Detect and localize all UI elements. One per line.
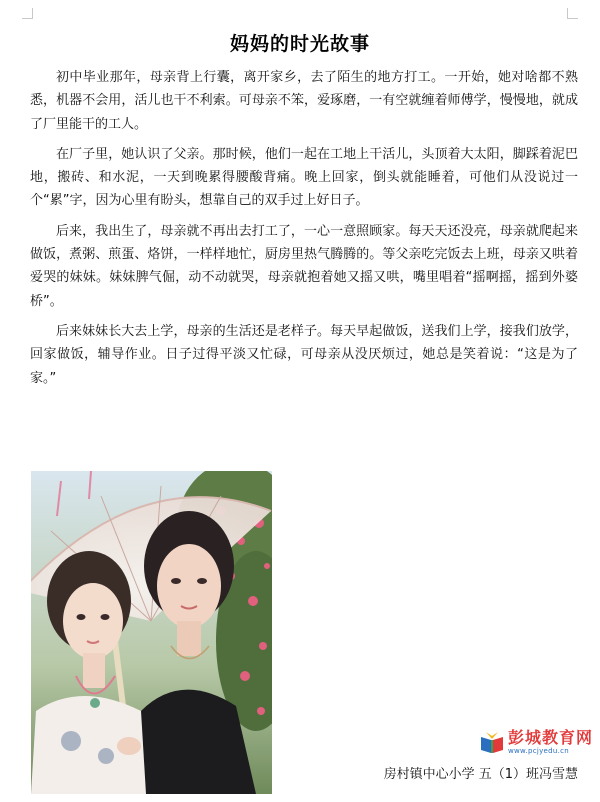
paragraph-1: 初中毕业那年，母亲背上行囊，离开家乡，去了陌生的地方打工。一开始，她对啥都不熟悉，机器不会用，活儿也干不利索。可母亲不笨，爱琢磨，一有空就缠着师傅学，慢慢地，就成了厂里能干的工人。 <box>30 70 578 132</box>
author-signature: 房村镇中心小学 五（1）班冯雪慧 <box>383 767 578 782</box>
paragraph-4: 后来妹妹长大去上学，母亲的生活还是老样子。每天早起做饭，送我们上学，接我们放学，回家做饭，辅导作业。日子过得平淡又忙碌，可母亲从没厌烦过，她总是笑着说：“这是为了家。” <box>30 323 578 386</box>
book-icon <box>479 730 505 754</box>
paragraph-2: 在厂子里，她认识了父亲。那时候，他们一起在工地上干活儿，头顶着大太阳，脚踩着泥巴地，搬砖、和水泥，一天到晚累得腰酸背痛。晚上回家，倒头就能睡着，可他们从没说过一个“累”字，因为心里有盼头，想靠自己的双手过上好日子。 <box>30 146 578 209</box>
family-photo <box>31 471 272 794</box>
logo-name: 彭城教育网 <box>508 728 594 747</box>
page-corner-mark-right <box>567 8 578 19</box>
site-logo <box>479 730 593 756</box>
paragraph-3: 后来，我出生了，母亲就不再出去打工了，一心一意照顾家。每天天还没亮，母亲就爬起来做饭，煮粥、煎蛋、烙饼，一样样地忙，厨房里热气腾腾的。等父亲吃完饭去上班，母亲又哄着爱哭的妹妹。妹妹脾气倔，动不动就哭，母亲就抱着她又摇又哄，嘴里唱着“摇啊摇，摇到外婆桥”。 <box>30 223 578 309</box>
logo-url: www.pcjyedu.cn <box>508 747 570 755</box>
document-title: 妈妈的时光故事 <box>229 32 370 55</box>
document-body <box>30 66 578 397</box>
page-corner-mark-left <box>22 8 33 19</box>
